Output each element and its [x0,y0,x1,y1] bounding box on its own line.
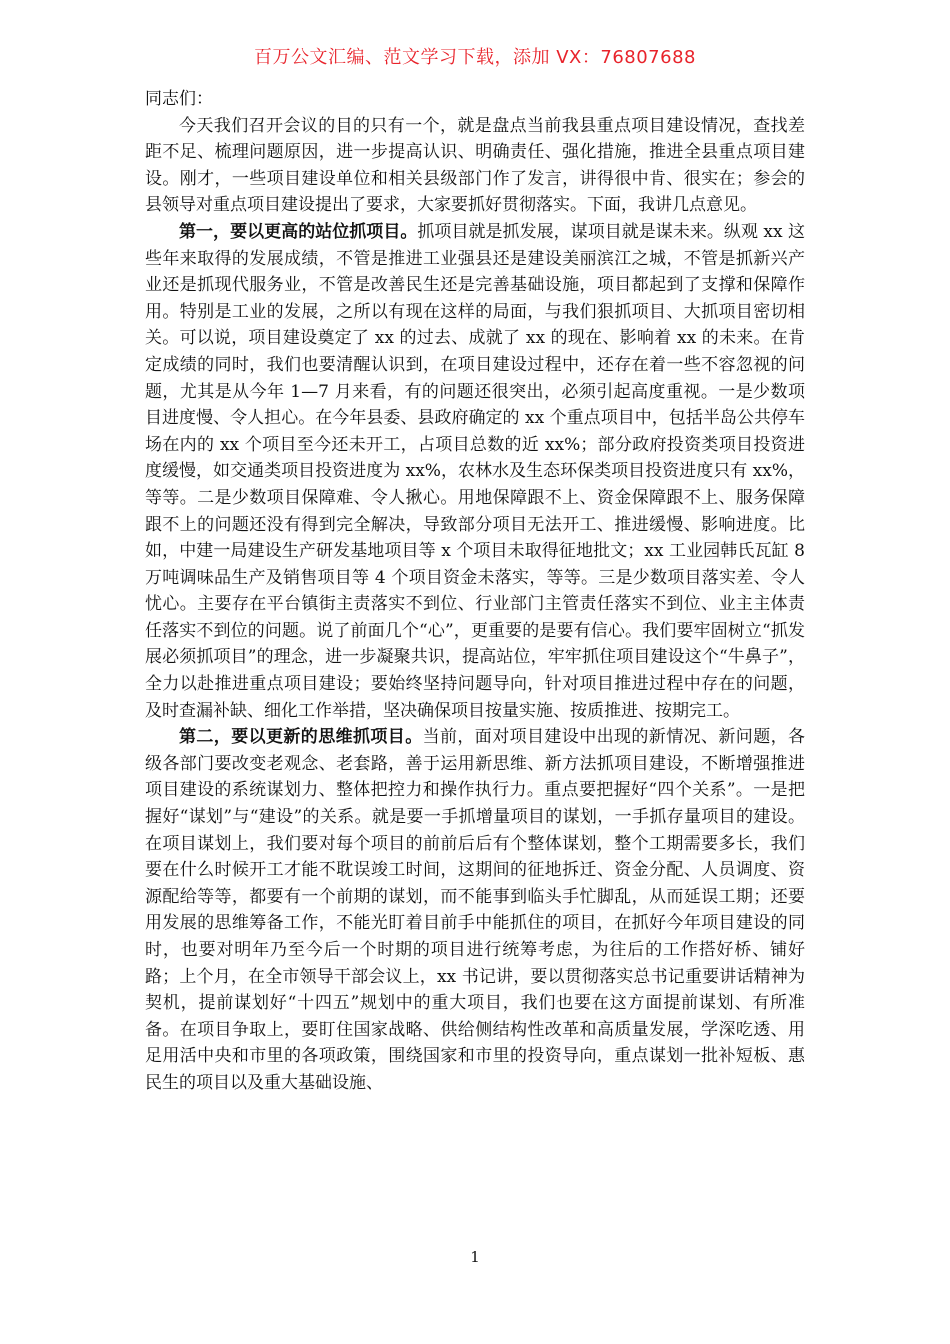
section-2-heading: 第二，要以更新的思维抓项目。 [179,727,423,748]
section-1-paragraph [145,219,805,724]
document-body [145,86,805,1097]
intro-paragraph: 今天我们召开会议的目的只有一个，就是盘点当前我县重点项目建设情况，查找差距不足、梳理问题原因，进一步提高认识、明确责任、强化措施，推进全县重点项目建设。刚才，一些项目建设单位和相关县级部门作了发言，讲得很中肯、很实在；参会的县领导对重点项目建设提出了要求，大家要抓好贯彻落实。下面，我讲几点意见。 [145,115,805,216]
section-1-body: 抓项目就是抓发展，谋项目就是谋未来。纵观 xx 这些年来取得的发展成绩，不管是推进工业强县还是建设美丽滨江之城，不管是抓新兴产业还是抓现代服务业，不管是改善民生还是完善基础设施，项目都起到了支撑和保障作用。特别是工业的发展，之所以有现在这样的局面，与我们狠抓项目、大抓项目密切相关。可以说，项目建设奠定了 xx 的过去、成就了 xx 的现在、影响着 xx 的未来。在肯定成绩的同时，我们也要清醒认识到，在项目建设过程中，还存在着一些不容忽视的问题，尤其是从今年 1—7 月来看，有的问题还很突出，必须引起高度重视。一是少数项目进度慢、令人担心。在今年县委、县政府确定的 xx 个重点项目中，包括半岛公共停车场在内的 xx 个项目至今还未开工，占项目总数的近 xx%；部分政府投资类项目投资进度缓慢，如交通类项目投资进度为 xx%，农林水及生态环保类项目投资进度只有 xx%，等等。二是少数项目保障难、令人揪心。用地保障跟不上、资金保障跟不上、服务保障跟不上的问题还没有得到完全解决，导致部分项目无法开工、推进缓慢、影响进度。比如，中建一局建设生产研发基地项目等 x 个项目未取得征地批文；xx 工业园韩氏瓦缸 8 万吨调味品生产及销售项目等 4 个项目资金未落实，等等。三是少数项目落实差、令人忧心。主要存在平台镇街主责落实不到位、行业部门主管责任落实不到位、业主主体责任落实不到位的问题。说了前面几个“心”，更重要的是要有信心。我们要牢固树立“抓发展必须抓项目”的理念，进一步凝聚共识，提高站位，牢牢抓住项目建设这个“牛鼻子”，全力以赴推进重点项目建设；要始终坚持问题导向，针对项目推进过程中存在的问题，及时查漏补缺、细化工作举措，坚决确保项目按量实施、按质推进、按期完工。 [145,221,806,721]
section-1-heading: 第一，要以更高的站位抓项目。 [179,221,418,242]
section-2-body: 当前，面对项目建设中出现的新情况、新问题，各级各部门要改变老观念、老套路，善于运用新思维、新方法抓项目建设，不断增强推进项目建设的系统谋划力、整体把控力和操作执行力。重点要把握好“四个关系”。一是把握好“谋划”与“建设”的关系。就是要一手抓增量项目的谋划，一手抓存量项目的建设。在项目谋划上，我们要对每个项目的前前后后有个整体谋划，整个工期需要多长，我们要在什么时候开工才能不耽误竣工时间，这期间的征地拆迁、资金分配、人员调度、资源配给等等，都要有一个前期的谋划，而不能事到临头手忙脚乱，从而延误工期；还要用发展的思维筹备工作，不能光盯着目前手中能抓住的项目，在抓好今年项目建设的同时，也要对明年乃至今后一个时期的项目进行统筹考虑，为往后的工作搭好桥、铺好路；上个月，在全市领导干部会议上，xx 书记讲，要以贯彻落实总书记重要讲话精神为契机，提前谋划好“十四五”规划中的重大项目，我们也要在这方面提前谋划、有所准备。在项目争取上，要盯住国家战略、供给侧结构性改革和高质量发展，学深吃透、用足用活中央和市里的各项政策，围绕国家和市里的投资导向，重点谋划一批补短板、惠民生的项目以及重大基础设施、 [145,727,806,1093]
salutation: 同志们： [145,89,213,109]
section-2-paragraph [145,724,805,1096]
page-number: 1 [470,1248,480,1266]
header-banner: 百万公文汇编、范文学习下载，添加 VX：76807688 [254,47,696,68]
